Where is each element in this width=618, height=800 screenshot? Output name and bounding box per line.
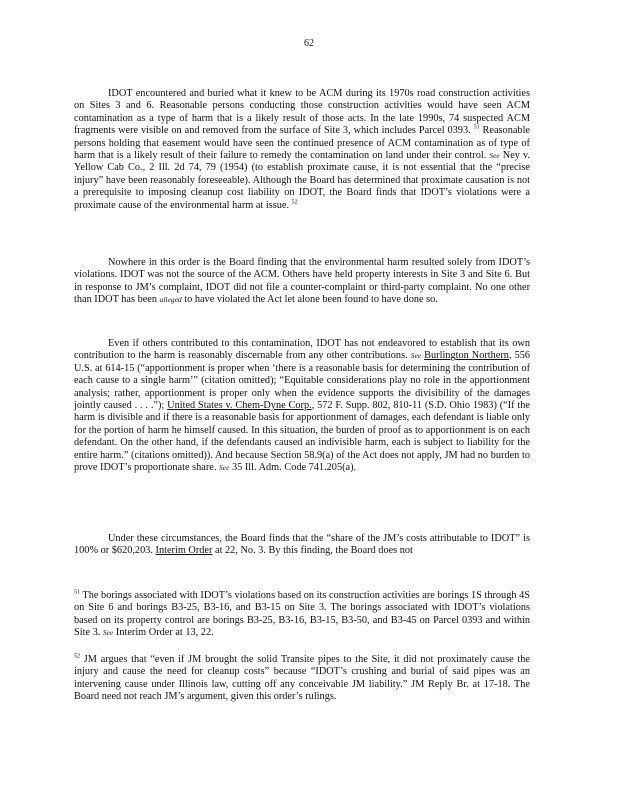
footnote-ref: 52 — [291, 199, 298, 206]
text-run: IDOT encountered and buried what it knew to be ACM during its 1970s road construction activities on Sites 3 and 6. Reasonable persons conducting those construction activities would have seen ACM contamination as a type of harm that is a likely result of those acts. In the late 1990s, 74 suspected ACM fragments were visible on and removed from the surface of Site 3, which includes Parcel 0393. — [74, 88, 530, 137]
case-citation: Interim Order — [155, 545, 213, 557]
body-text — [74, 257, 530, 307]
text-run: Reasonable persons holding that easement would have seen the continued presence of ACM contamination as of type of harm that is a likely result of their failure to remedy the contamination on land under their control. — [74, 125, 530, 162]
footnote-ref: 51 — [473, 124, 480, 131]
text-run: to have violated the Act let alone been found to have done so. — [181, 294, 438, 306]
paragraph — [74, 338, 530, 474]
italic-signal: See — [218, 463, 230, 473]
body-text — [74, 533, 530, 558]
text-run: , 556 U.S. at 614-15 (“apportionment is proper when ‘there is a reasonable basis for determining the contribution of each cause to a single harm’” (citation omitted); “Equitable considerations play no role in the apportionment analysis; rather, apportionment is proper only when the evidence supports the divisibility of the damages jointly caused . . . .”); — [74, 350, 531, 412]
text-run: at 22, No. 3. By this finding, the Board does not — [212, 545, 413, 557]
italic-signal: alleged — [159, 295, 182, 305]
paragraph — [74, 533, 530, 558]
italic-signal: See — [410, 351, 422, 361]
case-citation: United States v. Chem-Dyne Corp. — [167, 400, 312, 412]
text-run: Under these circumstances, the Board finds that the “share of the JM’s costs attributable to IDOT” is 100% or $620,203. — [74, 533, 530, 557]
footnote-ref: 52 — [74, 653, 80, 660]
text-run: Nowhere in this order is the Board finding that the environmental harm resulted solely from IDOT’s violations. IDOT was not the source of the ACM. Others have held property interests in Site 3 and Site 6. But in response to JM’s complaint, IDOT did not file a counter-complaint or third-party complaint. No one other than IDOT has been — [74, 257, 530, 306]
body-text — [74, 338, 530, 474]
paragraph — [74, 88, 530, 212]
text-run: , 572 F. Supp. 802, 810-11 (S.D. Ohio 1983) (“If the harm is divisible and if there is a reasonable basis for apportionment of damages, each defendant is liable only for the portion of harm he himself caused. In this situation, the burden of proof as to apportionment is on each defendant. On the other hand, if the defendants caused an indivisible harm, each is subject to liability for the entire harm.” (citations omitted)). And because Section 58.9(a) of the Act does not apply, JM had no burden to prove IDOT’s proportionate share. — [74, 400, 530, 474]
text-run: JM argues that “even if JM brought the solid Transite pipes to the Site, it did not proximately cause the injury and cause the need for cleanup costs” because “IDOT’s crushing and burial of said pipes was an intervening cause under Illinois law, cutting off any conceivable JM liability.” JM Reply Br. at 17-18. The Board need not reach JM’s argument, given this order’s rulings. — [74, 654, 530, 703]
text-run: The borings associated with IDOT’s violations based on its construction activities are borings 1S through 4S on Site 6 and borings B3-25, B3-16, and B3-15 on Site 3. The borings associated with IDOT’s violations based on its property control are borings B3-25, B3-16, B3-15, B3-50, and B3-45 on Parcel 0393 and within Site 3. — [74, 590, 530, 639]
footnote — [74, 590, 530, 640]
text-run: Ney v. Yellow Cab Co., 2 Ill. 2d 74, 79 (1954) (to establish proximate cause, it is not essential that the “precise injury” have been reasonably foreseeable). Although the Board has determined that proximate causation is not a prerequisite to imposing cleanup cost liability on IDOT, the Board finds that IDOT’s violations were a proximate cause of the environmental harm at issue. — [74, 150, 530, 211]
page-number: 62 — [304, 38, 314, 49]
body-text — [74, 88, 530, 212]
footnote-ref: 51 — [74, 589, 80, 596]
paragraph — [74, 257, 530, 307]
italic-signal: See — [102, 628, 114, 638]
case-citation: Burlington Northern — [424, 350, 509, 362]
footnote — [74, 654, 530, 704]
text-run: Even if others contributed to this contamination, IDOT has not endeavored to establish that its own contribution to the harm is reasonably discernable from any other contributions. — [74, 338, 530, 362]
italic-signal: See — [489, 151, 500, 161]
text-run: Interim Order at 13, 22. — [113, 627, 214, 639]
text-run: 35 Ill. Adm. Code 741.205(a). — [229, 462, 357, 474]
